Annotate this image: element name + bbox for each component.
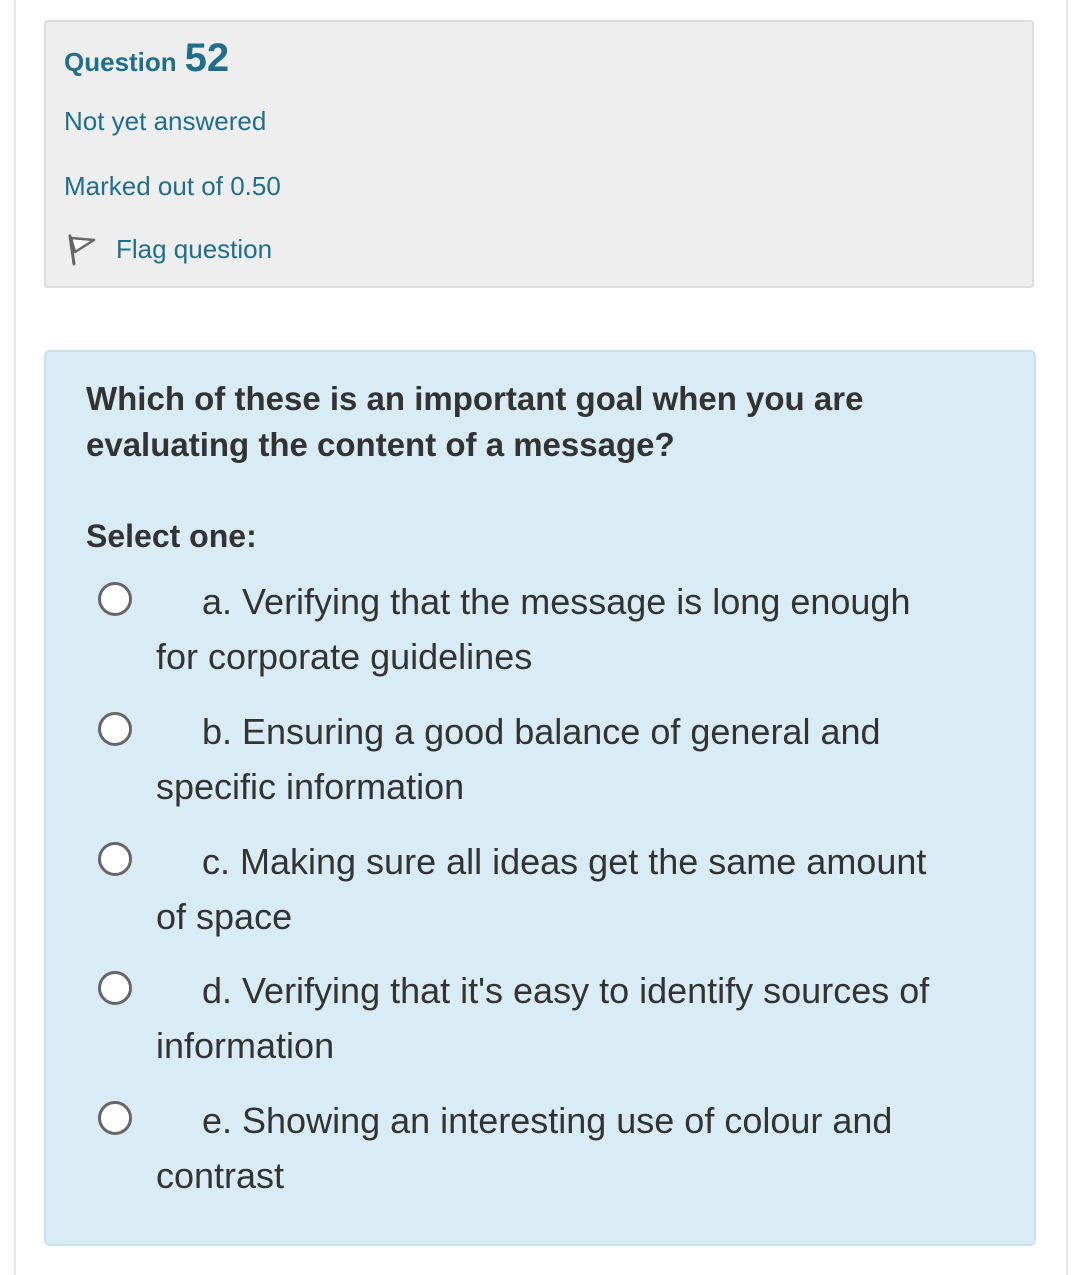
answer-label-c: c. Making sure all ideas get the same amount of space [156,841,927,937]
flag-icon [64,232,98,266]
question-title [64,36,229,81]
page-border-right [1066,0,1068,1275]
question-content-panel [44,350,1036,1246]
radio-d[interactable] [98,971,132,1005]
question-label: Question [64,47,177,77]
select-one-prompt: Select one: [86,518,257,554]
answer-label-d: d. Verifying that it's easy to identify sources of information [156,970,930,1066]
flag-question-label: Flag question [116,233,273,264]
radio-c[interactable] [98,842,132,876]
answer-label-b: b. Ensuring a good balance of general and specific information [156,711,881,807]
flag-question-link[interactable] [64,232,272,266]
answer-option-d[interactable] [98,963,958,1073]
question-number: 52 [184,36,230,80]
radio-e[interactable] [98,1101,132,1135]
answer-label-a: a. Verifying that the message is long enough for corporate guidelines [156,581,911,677]
answer-option-e[interactable] [98,1093,958,1203]
question-grade: Marked out of 0.50 [64,171,281,201]
answer-option-a[interactable] [98,574,958,684]
question-text: Which of these is an important goal when you are evaluating the content of a message? [86,380,864,463]
answer-label-e: e. Showing an interesting use of colour and contrast [156,1100,893,1196]
question-info-panel [44,20,1034,288]
answer-option-b[interactable] [98,704,958,814]
answer-option-c[interactable] [98,834,958,944]
radio-a[interactable] [98,582,132,616]
radio-b[interactable] [98,712,132,746]
question-state: Not yet answered [64,106,267,136]
page-border-left [14,0,16,1275]
